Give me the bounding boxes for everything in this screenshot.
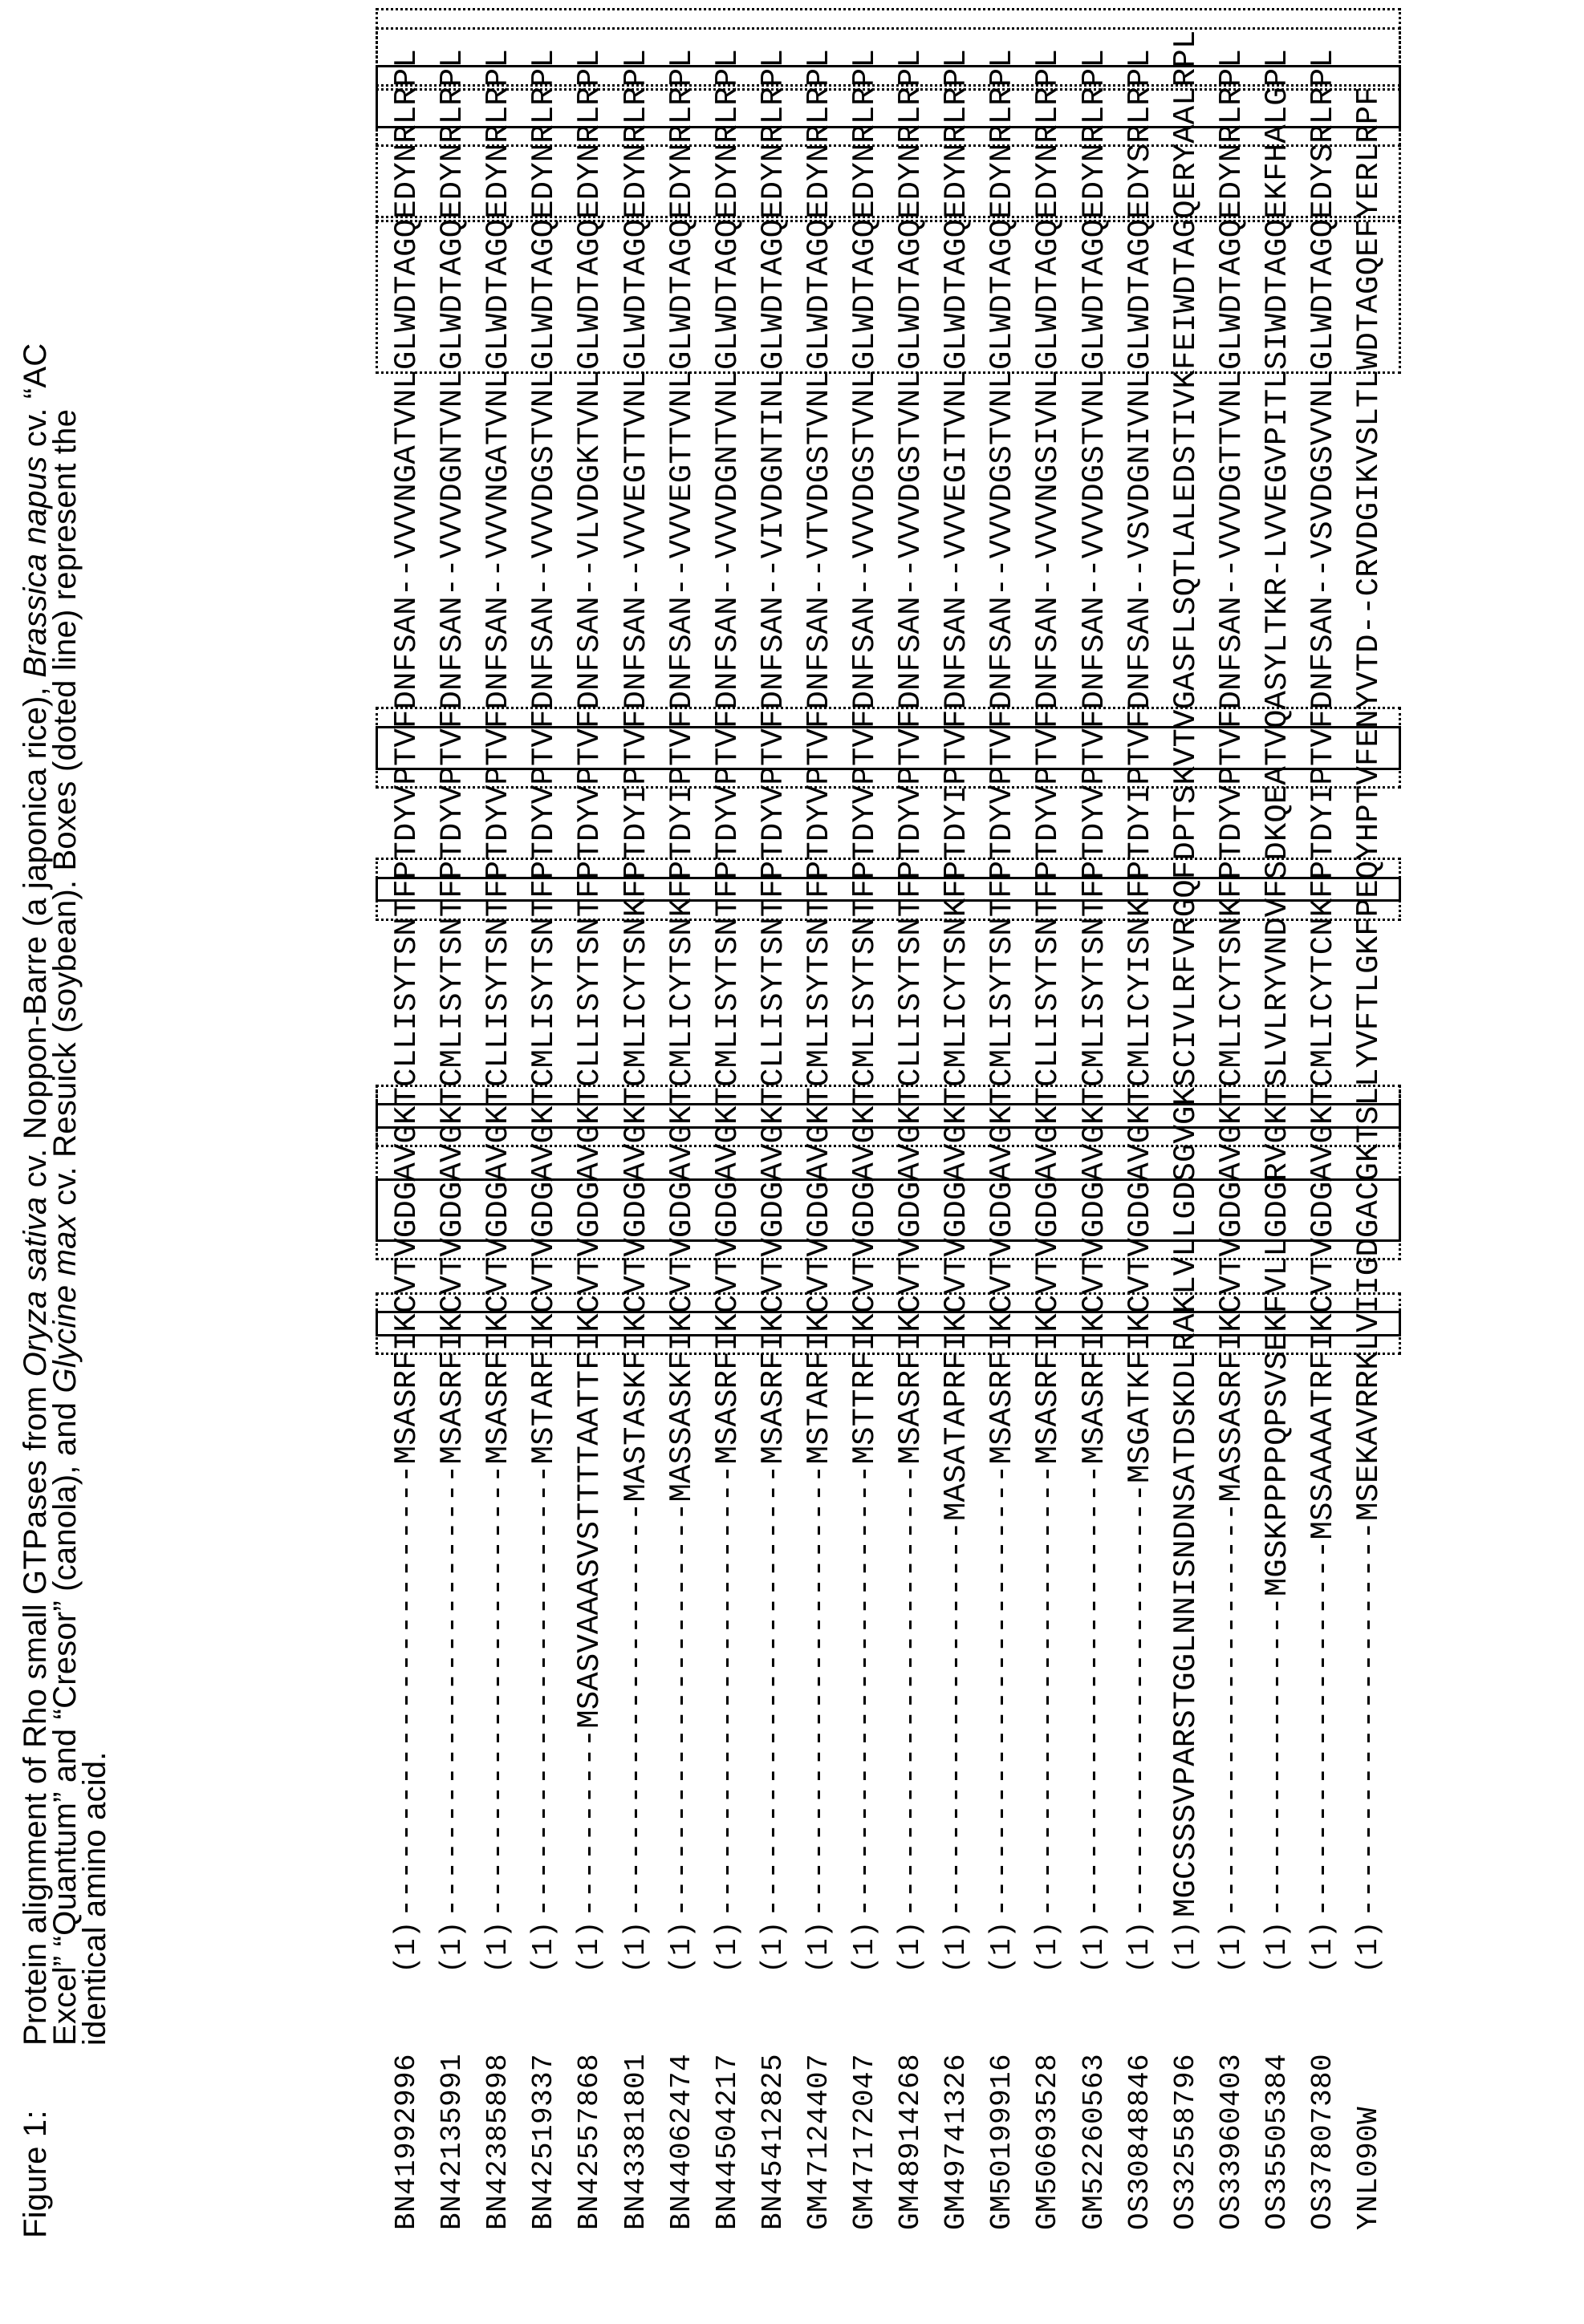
start-position-label: (1) [848, 1920, 881, 1973]
start-position-label: (1) [894, 1920, 928, 1973]
sequence-text: ------------------------MSTARFIKCVTVGDGAVGKTCMLISYTSNTFPTDYVPTVFDNFSAN--VTVDGSTVNLGLWDTAGQEDYNRLRPL [801, 49, 837, 1917]
identity-box [376, 877, 1401, 902]
sequence-id: OS35505384 [1260, 2053, 1294, 2230]
sequence-text: MGCSSSVPARSTGGLNNISNDNSATDSKDLRAKLVLLGDSGVGKSCIVLRFVRGQFDPTSKVTVGASFLSQTLALEDSTIVKFEIWDTAGQERYAALRPL [1168, 30, 1204, 1917]
sequence-id: OS32558796 [1168, 2053, 1202, 2230]
sequence-text: ------------------------MSASRFIKCVTVGDGAVGKTCLLISYTSNTFPTDYVPTVFDNFSAN--VVVNGATVNLGLWDTAGQEDYNRLRPL [481, 49, 517, 1917]
identity-box [376, 216, 1401, 373]
identity-box [376, 8, 1401, 90]
start-position-label: (1) [436, 1920, 469, 1973]
sequence-id: GM50199916 [985, 2053, 1019, 2230]
sequence-id: BN42135991 [436, 2053, 469, 2230]
identity-box [376, 726, 1401, 770]
start-position-label: (1) [1077, 1920, 1111, 1973]
sequence-id: BN45412825 [756, 2053, 790, 2230]
sequence-text: ----------MSASVAAASVSTTTTAATTFIKCVTVGDGAVGKTCLLISYTSNTFPTDYVPTVFDNFSAN--VLVDGKTVNLGLWDTAGQEDYNRLRPL [572, 49, 608, 1917]
start-position-label: (1) [1214, 1920, 1248, 1973]
start-position-label: (1) [985, 1920, 1019, 1973]
sequence-id: GM52260563 [1077, 2053, 1111, 2230]
sequence-text: -----------------------MSGATKFIKCVTVGDGAVGKTCMLICYISNKFPTDYIPTVFDNFSAN--VSVDGNIVNLGLWDTAGQEDYSRLRPL [1122, 49, 1158, 1917]
caption-text-1: Protein alignment of Rho small GTPases from Oryza sativa cv. Noppon-Barre (a japonica rice), Brassica napus cv. “AC [18, 343, 53, 2046]
sequence-id: BN44062474 [664, 2053, 698, 2230]
sequence-text: ----------------------MASSASRFIKCVTVGDGAVGKTCMLICYTSNKFPTDYVPTVFDNFSAN--VVVDGTTVNLGLWDTAGQEDYNRLRPL [1213, 49, 1249, 1917]
start-position-label: (1) [1168, 1920, 1202, 1973]
sequence-text: ----------------------MASSASKFIKCVTVGDGAVGKTCMLICYTSNKFPTDYIPTVFDNFSAN--VVVEGTTVNLGLWDTAGQEDYNRLRPL [664, 49, 700, 1917]
start-position-label: (1) [664, 1920, 698, 1973]
sequence-text: ------------------------MSASRFIKCVTVGDGAVGKTCLLISYTSNTFPTDYVPTVFDNFSAN--VVVNGATVNLGLWDTAGQEDYNRLRPL [389, 49, 424, 1917]
start-position-label: (1) [481, 1920, 515, 1973]
start-position-label: (1) [1352, 1920, 1386, 1973]
sequence-id: OS37807380 [1306, 2053, 1339, 2230]
sequence-id: OS30848846 [1123, 2053, 1156, 2230]
figure-label: Figure 1: [18, 2110, 53, 2238]
sequence-text: ---------------------MASATAPRFIKCVTVGDGAVGKTCMLICYTSNKFPTDYIPTVFDNFSAN--VVVEGITVNLGLWDTAGQEDYNRLRPL [939, 49, 975, 1917]
sequence-text: -----------------MGSKPPPPQPSVSEKFVLLGDGRVGKTSLVLRYVNDVFSDKQEATVQASYLTKR-LVVEGVPITLSIWDTAGQEKFHALGPL [1259, 49, 1295, 1917]
sequence-id: BN42519337 [527, 2053, 561, 2230]
identity-box [376, 1103, 1401, 1129]
sequence-text: ------------------------MSASRFIKCVTVGDGAVGKTCMLISYTSNTFPTDYVPTVFDNFSAN--VVVDGSTVNLGLWDTAGQEDYNRLRPL [985, 49, 1021, 1917]
sequence-id: BN42385898 [481, 2053, 515, 2230]
sequence-text: ------------------------MSTARFIKCVTVGDGAVGKTCMLISYTSNTFPTDYVPTVFDNFSAN--VVVDGSTVNLGLWDTAGQEDYNRLRPL [526, 49, 563, 1917]
sequence-text: ------------------------MSASRFIKCVTVGDGAVGKTCMLISYTSNTFPTDYVPTVFDNFSAN--VVVDGNTVNLGLWDTAGQEDYNRLRPL [435, 49, 471, 1917]
sequence-text: ------------------------MSASRFIKCVTVGDGAVGKTCLLISYTSNTFPTDYVPTVFDNFSAN--VIVDGNTINLGLWDTAGQEDYNRLRPL [755, 49, 791, 1917]
start-position-label: (1) [710, 1920, 744, 1973]
sequence-id: YNL090W [1352, 2106, 1386, 2230]
start-position-label: (1) [1031, 1920, 1065, 1973]
start-position-label: (1) [619, 1920, 652, 1973]
sequence-text: ------------------------MSASRFIKCVTVGDGAVGKTCLLISYTSNTFPTDYVPTVFDNFSAN--VVVNGSIVNLGLWDTAGQEDYNRLRPL [1030, 49, 1066, 1917]
start-position-label: (1) [756, 1920, 790, 1973]
start-position-label: (1) [1260, 1920, 1294, 1973]
identity-box [376, 1311, 1401, 1336]
sequence-id: BN42557868 [573, 2053, 607, 2230]
sequence-id: OS33960403 [1214, 2053, 1248, 2230]
sequence-text: ------------------------MSASRFIKCVTVGDGAVGKTCMLISYTSNTFPTDYVPTVFDNFSAN--VVVDGSTVNLGLWDTAGQEDYNRLRPL [1076, 49, 1112, 1917]
sequence-id: GM48914268 [894, 2053, 928, 2230]
sequence-text: ------------------------MSASRFIKCVTVGDGAVGKTCMLISYTSNTFPTDYVPTVFDNFSAN--VVVDGNTVNLGLWDTAGQEDYNRLRPL [709, 49, 745, 1917]
caption-text-2: Excel” “Quantum” and “Cresor” (canola), and Glycine max cv. Resuick (soybean). Boxes (doted line) represent the [47, 408, 83, 2046]
start-position-label: (1) [1306, 1920, 1339, 1973]
sequence-id: BN41992996 [390, 2053, 423, 2230]
caption-text-3: identical amino acid. [77, 1751, 112, 2046]
sequence-id: BN43381801 [619, 2053, 652, 2230]
sequence-text: ------------------------MSTTRFIKCVTVGDGAVGKTCMLISYTSNTFPTDYVPTVFDNFSAN--VVVDGSTVNLGLWDTAGQEDYNRLRPL [847, 49, 883, 1917]
start-position-label: (1) [1123, 1920, 1156, 1973]
sequence-id: GM50693528 [1031, 2053, 1065, 2230]
start-position-label: (1) [573, 1920, 607, 1973]
start-position-label: (1) [802, 1920, 835, 1973]
start-position-label: (1) [527, 1920, 561, 1973]
identity-box [376, 1178, 1401, 1242]
sequence-id: GM49741326 [940, 2053, 973, 2230]
sequence-id: GM47124407 [802, 2053, 835, 2230]
start-position-label: (1) [940, 1920, 973, 1973]
start-position-label: (1) [390, 1920, 423, 1973]
sequence-text: ------------------------MSASRFIKCVTVGDGAVGKTCLLISYTSNTFPTDYVPTVFDNFSAN--VVVDGSTVNLGLWDTAGQEDYNRLRPL [893, 49, 929, 1917]
sequence-text: --------------------MSSAAAATRFIKCVTVGDGAVGKTCMLICYTCNKFPTDYIPTVFDNFSAN--VSVDGSVVNLGLWDTAGQEDYSRLRPL [1306, 49, 1341, 1917]
sequence-id: BN44504217 [710, 2053, 744, 2230]
sequence-text: ----------------------MASTASKFIKCVTVGDGAVGKTCMLICYTSNKFPTDYIPTVFDNFSAN--VVVEGTTVNLGLWDTAGQEDYNRLRPL [618, 49, 654, 1917]
sequence-id: GM47172047 [848, 2053, 881, 2230]
sequence-text: ---------------------MSEKAVRRKLVIIGDGACGKTSLLYVFTLGKFPEQYHPTVFENYVTD--CRVDGIKVSLTLWDTAGQEFYERLRPF [1351, 87, 1387, 1917]
